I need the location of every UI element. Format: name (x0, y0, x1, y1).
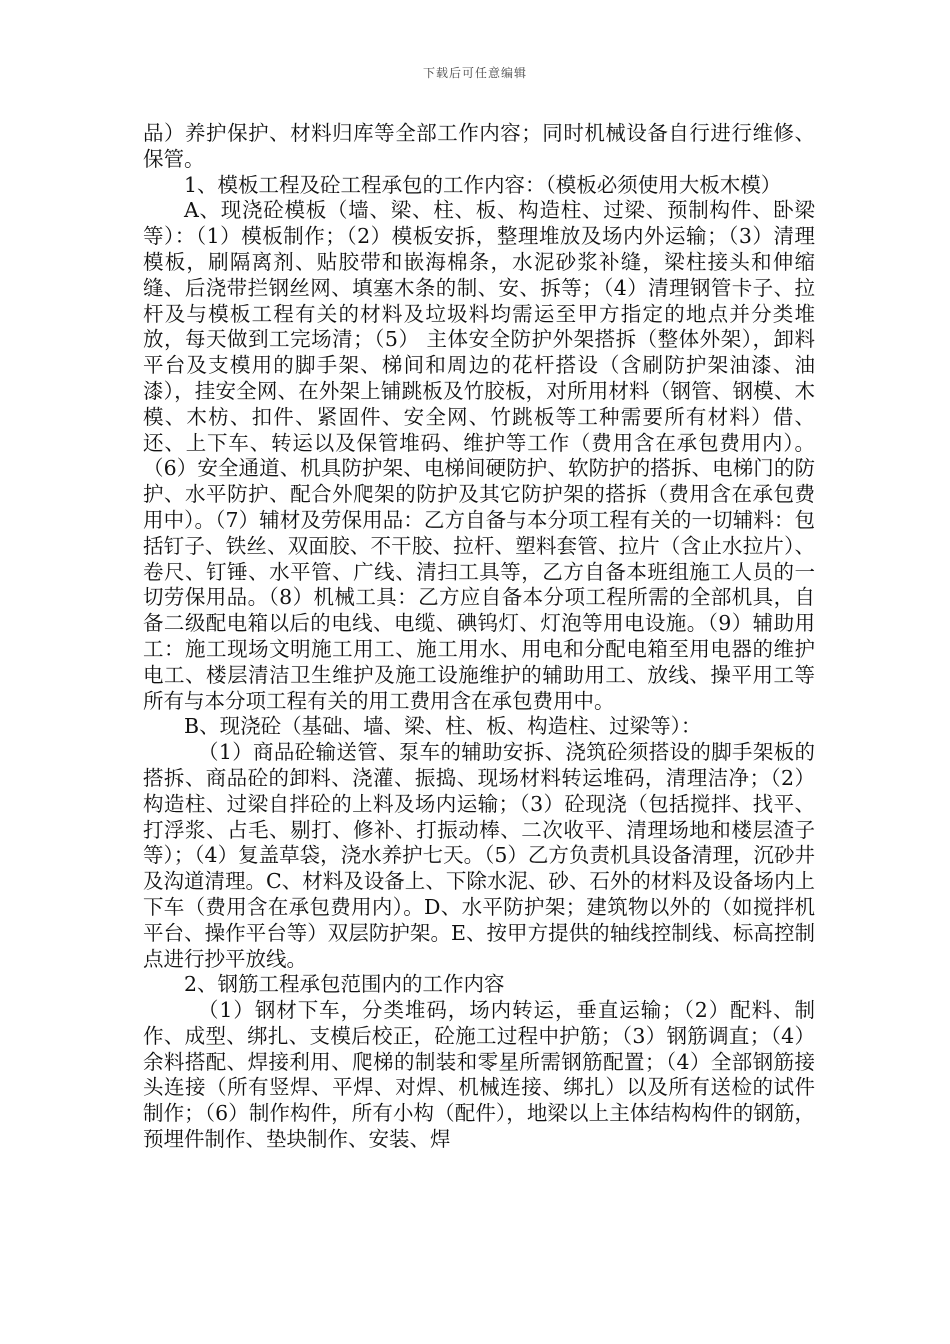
paragraph-1: 品）养护保护、材料归库等全部工作内容；同时机械设备自行进行维修、保管。 (143, 121, 815, 171)
paragraph-5-concrete: （1）商品砼输送管、泵车的辅助安拆、浇筑砼须搭设的脚手架板的搭拆、商品砼的卸料、浇灌、振捣、现场材料转运堆码，清理洁净；（2）构造柱、过梁自拌砼的上料及场内运输；（3）砼现浇（包括搅拌、找平、打浮浆、占毛、剔打、修补、打振动棒、二次收平、清理场地和楼层渣子等）；（4）复盖草袋，浇水养护七天。（5）乙方负责机具设备清理，沉砂井及沟道清理。C、材料及设备上、下除水泥、砂、石外的材料及设备场内上下车（费用含在承包费用内）。D、水平防护架；建筑物以外的（如搅拌机平台、操作平台等）双层防护架。E、按甲方提供的轴线控制线、标高控制点进行抄平放线。 (143, 740, 815, 971)
paragraph-4-concrete-heading: B、现浇砼（基础、墙、梁、柱、板、构造柱、过梁等）： (184, 714, 702, 739)
document-body (143, 121, 815, 1153)
page-header-note: 下载后可任意编辑 (422, 66, 527, 80)
paragraph-7-rebar: （1）钢材下车，分类堆码，场内转运，垂直运输；（2）配料、制作、成型、绑扎、支模后校正，砼施工过程中护筋；（3）钢筋调直；（4）余料搭配、焊接利用、爬梯的制装和零星所需钢筋配置；（4）全部钢筋接头连接（所有竖焊、平焊、对焊、机械连接、绑扎）以及所有送检的试件制作；（6）制作构件，所有小构（配件），地梁以上主体结构构件的钢筋，预埋件制作、垫块制作、安装、焊 (143, 998, 815, 1152)
paragraph-3-formwork: A、现浇砼模板（墙、梁、柱、板、构造柱、过梁、预制构件、卧梁等）：（1）模板制作；（2）模板安拆，整理堆放及场内外运输；（3）清理模板，刷隔离剂、贴胶带和嵌海棉条，水泥砂浆补缝，梁柱接头和伸缩缝、后浇带拦钢丝网、填塞木条的制、安、拆等；（4）清理钢管卡子、拉杆及与模板工程有关的材料及垃圾料均需运至甲方指定的地点并分类堆放，每天做到工完场清；（5） 主体安全防护外架搭拆（整体外架），卸料平台及支模用的脚手架、梯间和周边的花杆搭设（含刷防护架油漆、油漆），挂安全网、在外架上铺跳板及竹胶板，对所用材料（钢管、钢模、木模、木枋、扣件、紧固件、安全网、竹跳板等工种需要所有材料）借、还、上下车、转运以及保管堆码、维护等工作（费用含在承包费用内）。（6）安全通道、机具防护架、电梯间硬防护、软防护的搭拆、电梯门的防护、水平防护、配合外爬架的防护及其它防护架的搭拆（费用含在承包费用中）。（7）辅材及劳保用品：乙方自备与本分项工程有关的一切辅料：包括钉子、铁丝、双面胶、不干胶、拉杆、塑料套管、拉片（含止水拉片）、卷尺、钉锤、水平管、广线、清扫工具等，乙方自备本班组施工人员的一切劳保用品。（8）机械工具：乙方应自备本分项工程所需的全部机具，自备二级配电箱以后的电线、电缆、碘钨灯、灯泡等用电设施。（9）辅助用工：施工现场文明施工用工、施工用水、用电和分配电箱至用电器的维护电工、楼层清洁卫生维护及施工设施维护的辅助用工、放线、操平用工等所有与本分项工程有关的用工费用含在承包费用中。 (143, 198, 815, 713)
paragraph-6-rebar-heading: 2、钢筋工程承包范围内的工作内容 (184, 972, 505, 997)
paragraph-2-section-heading: 1、模板工程及砼工程承包的工作内容：（模板必须使用大板木模） (184, 172, 782, 197)
